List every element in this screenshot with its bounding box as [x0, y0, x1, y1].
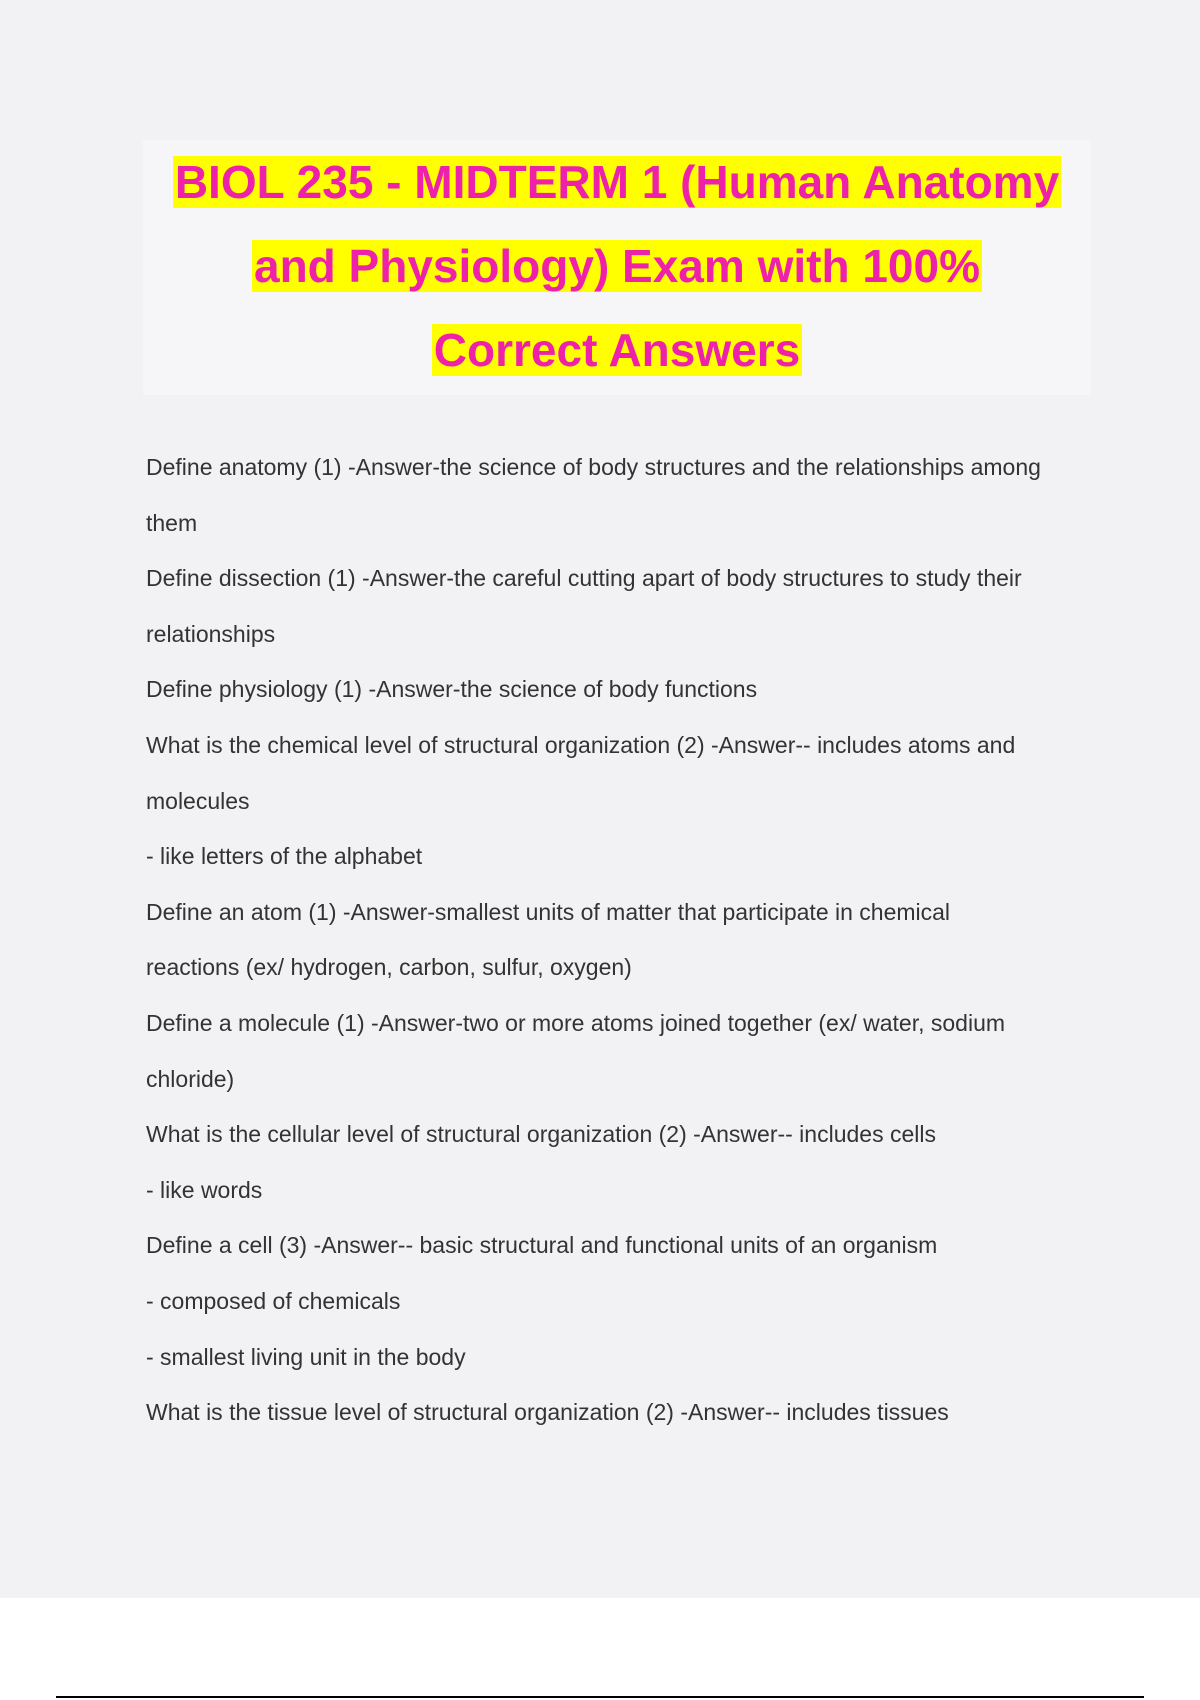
- text-line: What is the tissue level of structural organization (2) -Answer-- includes tissues: [146, 1399, 949, 1426]
- text-line: reactions (ex/ hydrogen, carbon, sulfur, oxygen): [146, 954, 632, 981]
- text-line: Define a molecule (1) -Answer-two or more atoms joined together (ex/ water, sodium: [146, 1009, 1006, 1036]
- text-line: Define physiology (1) -Answer-the science of body functions: [146, 676, 758, 703]
- text-line: Define an atom (1) -Answer-smallest units of matter that participate in chemical: [146, 898, 951, 925]
- text-line: - like words: [146, 1176, 263, 1203]
- text-line: them: [146, 509, 198, 536]
- text-line: chloride): [146, 1065, 235, 1092]
- text-line: Define dissection (1) -Answer-the careful cutting apart of body structures to study their: [146, 565, 1022, 592]
- title-line: BIOL 235 - MIDTERM 1 (Human Anatomy: [174, 156, 1060, 208]
- text-line: - composed of chemicals: [146, 1287, 401, 1314]
- text-line: Define anatomy (1) -Answer-the science of body structures and the relationships among: [146, 454, 1041, 480]
- document-title: [143, 140, 1091, 395]
- document-body: [146, 440, 1106, 1441]
- text-line: molecules: [146, 787, 250, 814]
- text-line: What is the cellular level of structural organization (2) -Answer-- includes cells: [146, 1121, 936, 1148]
- footer-divider: [56, 1696, 1144, 1698]
- text-line: - like letters of the alphabet: [146, 843, 423, 870]
- text-line: relationships: [146, 620, 276, 647]
- title-line: Correct Answers: [433, 324, 801, 376]
- title-line: and Physiology) Exam with 100%: [254, 240, 980, 292]
- text-line: What is the chemical level of structural organization (2) -Answer-- includes atoms and: [146, 731, 1016, 758]
- text-line: Define a cell (3) -Answer-- basic structural and functional units of an organism: [146, 1232, 938, 1259]
- text-line: - smallest living unit in the body: [146, 1343, 466, 1370]
